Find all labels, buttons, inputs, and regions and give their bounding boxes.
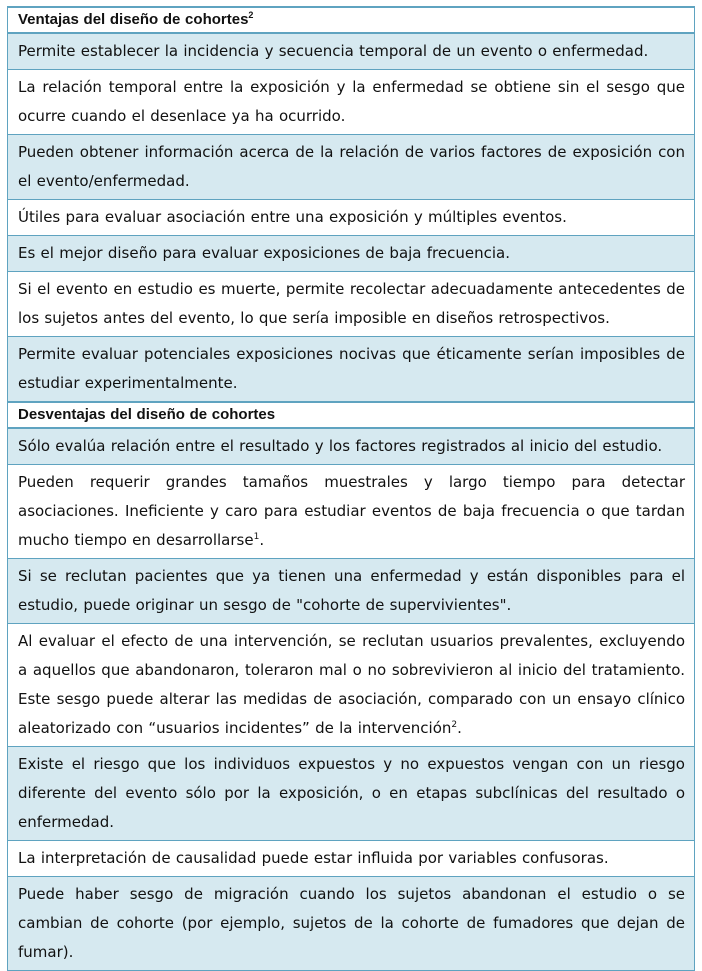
cell-text: Si se reclutan pacientes que ya tienen una enfermedad y están disponibles para el estudio, puede originar un sesgo de "cohorte de supervivientes". — [18, 567, 685, 614]
table-cell — [8, 747, 695, 841]
table-row — [8, 337, 695, 403]
cell-text-tail: . — [259, 531, 265, 549]
table-row — [8, 272, 695, 337]
cell-text-tail: . — [457, 719, 462, 737]
cell-text: Pueden requerir grandes tamaños muestrales y largo tiempo para detectar asociaciones. Ineficiente y caro para estudiar eventos de baja frecuencia o que tardan mucho tiempo en desarrollarse — [18, 473, 685, 549]
table-row — [8, 236, 695, 272]
disadvantages-header-row — [8, 402, 695, 428]
cell-text: Pueden obtener información acerca de la relación de varios factores de exposición con el evento/enfermedad. — [18, 143, 685, 190]
table-cell — [8, 465, 695, 559]
advantages-title-reference: 2 — [248, 10, 254, 20]
cell-text: Es el mejor diseño para evaluar exposiciones de baja frecuencia. — [18, 244, 510, 262]
disadvantages-header — [8, 402, 695, 428]
table-cell — [8, 877, 695, 971]
table-body — [8, 7, 695, 971]
table-row — [8, 624, 695, 747]
table-cell — [8, 135, 695, 200]
table-cell — [8, 272, 695, 337]
table-cell — [8, 428, 695, 465]
cell-text: Existe el riesgo que los individuos expuestos y no expuestos vengan con un riesgo diferente del evento sólo por la exposición, o en etapas subclínicas del resultado o enfermedad. — [18, 755, 685, 831]
reference-superscript: 1 — [253, 532, 260, 542]
table-cell — [8, 200, 695, 236]
cell-text: Permite establecer la incidencia y secuencia temporal de un evento o enfermedad. — [18, 42, 649, 60]
table-cell — [8, 624, 695, 747]
table-row — [8, 70, 695, 135]
table-row — [8, 33, 695, 70]
table-cell — [8, 559, 695, 624]
table-cell — [8, 841, 695, 877]
advantages-header-row — [8, 7, 695, 33]
advantages-header — [8, 7, 695, 33]
table-row — [8, 559, 695, 624]
table-cell — [8, 70, 695, 135]
table-row — [8, 841, 695, 877]
reference-superscript: 2 — [451, 720, 458, 730]
cell-text: La interpretación de causalidad puede estar influida por variables confusoras. — [18, 849, 609, 867]
table-row — [8, 135, 695, 200]
table-cell — [8, 236, 695, 272]
cell-text: Si el evento en estudio es muerte, permite recolectar adecuadamente antecedentes de los sujetos antes del evento, lo que sería imposible en diseños retrospectivos. — [18, 280, 685, 327]
table-cell — [8, 337, 695, 403]
table-row — [8, 465, 695, 559]
cohort-design-table — [7, 6, 695, 971]
cell-text: Permite evaluar potenciales exposiciones nocivas que éticamente serían imposibles de estudiar experimentalmente. — [18, 345, 685, 392]
table-cell — [8, 33, 695, 70]
cell-text: Sólo evalúa relación entre el resultado y los factores registrados al inicio del estudio. — [18, 437, 663, 455]
cell-text: La relación temporal entre la exposición y la enfermedad se obtiene sin el sesgo que ocurre cuando el desenlace ya ha ocurrido. — [18, 78, 685, 125]
disadvantages-title: Desventajas del diseño de cohortes — [18, 406, 276, 423]
table-row — [8, 747, 695, 841]
pros-cons-table — [7, 6, 695, 971]
table-row — [8, 877, 695, 971]
cell-text: Puede haber sesgo de migración cuando los sujetos abandonan el estudio o se cambian de cohorte (por ejemplo, sujetos de la cohorte de fumadores que dejan de fumar). — [18, 885, 685, 961]
cell-text: Útiles para evaluar asociación entre una exposición y múltiples eventos. — [18, 208, 567, 226]
cell-text: Al evaluar el efecto de una intervención, se reclutan usuarios prevalentes, excluyendo a aquellos que abandonaron, toleraron mal o no sobrevivieron al inicio del tratamiento. Este sesgo puede alterar las medidas de asociación, comparado con un ensayo clínico aleatorizado con “usuarios incidentes” de la intervención — [18, 632, 685, 737]
table-row — [8, 428, 695, 465]
advantages-title: Ventajas del diseño de cohortes — [18, 11, 249, 28]
table-row — [8, 200, 695, 236]
